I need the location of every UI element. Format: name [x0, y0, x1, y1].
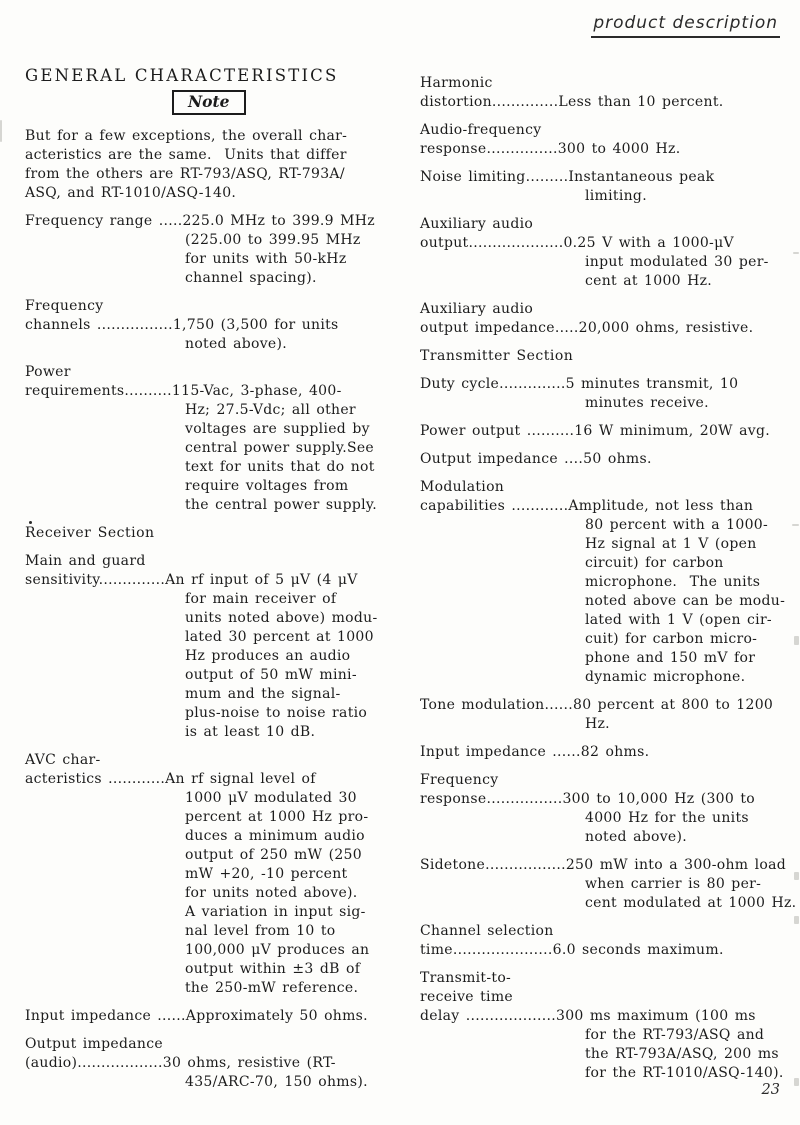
spec-entry: [420, 743, 798, 762]
spec-entry: [25, 1035, 393, 1092]
spec-entry: [420, 375, 798, 413]
note-box: [172, 90, 246, 115]
text-line: require voltages from: [185, 478, 349, 494]
scan-artifact: [29, 521, 32, 524]
text-line: Output impedance ....50 ohms.: [420, 451, 652, 467]
text-line: phone and 150 mV for: [585, 650, 756, 666]
spec-entry: [25, 363, 393, 515]
text-line: plus-noise to noise ratio: [185, 705, 368, 721]
text-line: noted above).: [585, 829, 688, 845]
text-line: output of 50 mW mini-: [185, 667, 357, 683]
text-line: capabilities ............Amplitude, not less than: [420, 498, 754, 514]
spec-entry: [420, 771, 798, 847]
text-line: for the RT-793/ASQ and: [585, 1027, 765, 1043]
text-line: Auxiliary audio: [420, 216, 534, 232]
text-line: sensitivity..............An rf input of 5 μV (4 μV: [25, 572, 358, 588]
text-line: requirements..........115-Vac, 3-phase, 400-: [25, 383, 342, 399]
spec-entry: [420, 215, 798, 291]
section-heading: [420, 347, 798, 366]
text-line: mW +20, -10 percent: [185, 866, 348, 882]
spec-entry: [25, 297, 393, 354]
text-line: delay ...................300 ms maximum (100 ms: [420, 1008, 756, 1024]
page-number: 23: [761, 1082, 780, 1098]
text-line: cuit) for carbon micro-: [585, 631, 758, 647]
text-line: units noted above) modu-: [185, 610, 378, 626]
spec-entry: [25, 1007, 393, 1026]
text-line: dynamic microphone.: [585, 669, 746, 685]
text-line: text for units that do not: [185, 459, 375, 475]
text-line: Tone modulation......80 percent at 800 to 1200: [420, 697, 774, 713]
text-line: for the RT-1010/ASQ-140).: [585, 1065, 784, 1081]
spec-entry: [420, 969, 798, 1083]
text-line: circuit) for carbon: [585, 555, 724, 571]
text-line: central power supply.See: [185, 440, 375, 456]
text-line: Receiver Section: [25, 525, 155, 541]
text-line: Power: [25, 364, 71, 380]
text-line: response................300 to 10,000 Hz (300 to: [420, 791, 755, 807]
text-line: Transmitter Section: [420, 348, 574, 364]
text-line: when carrier is 80 per-: [585, 876, 762, 892]
text-line: 100,000 μV produces an: [185, 942, 370, 958]
spec-entry: [25, 751, 393, 998]
text-line: Output impedance: [25, 1036, 163, 1052]
running-header: product description: [591, 13, 780, 38]
scan-artifact: [792, 524, 799, 526]
text-line: Sidetone.................250 mW into a 300-ohm load: [420, 857, 787, 873]
scan-artifact: [794, 1078, 799, 1086]
spec-entry: [25, 552, 393, 742]
text-line: Hz signal at 1 V (open: [585, 536, 757, 552]
text-line: input modulated 30 per-: [585, 254, 769, 270]
text-line: noted above).: [185, 336, 288, 352]
text-line: output impedance.....20,000 ohms, resistive.: [420, 320, 754, 336]
text-line: 1000 μV modulated 30: [185, 790, 357, 806]
text-line: output....................0.25 V with a 1000-μV: [420, 235, 734, 251]
text-line: 4000 Hz for the units: [585, 810, 749, 826]
text-line: Power output ..........16 W minimum, 20W avg.: [420, 423, 770, 439]
text-line: mum and the signal-: [185, 686, 341, 702]
text-line: Channel selection: [420, 923, 554, 939]
text-line: acteristics ............An rf signal level of: [25, 771, 316, 787]
spec-entry: [25, 212, 393, 288]
text-line: Main and guard: [25, 553, 146, 569]
text-line: minutes receive.: [585, 395, 709, 411]
text-line: from the others are RT-793/ASQ, RT-793A/: [25, 166, 345, 182]
text-line: Auxiliary audio: [420, 301, 534, 317]
text-line: for main receiver of: [185, 591, 337, 607]
spec-entry: [420, 422, 798, 441]
text-line: lated 30 percent at 1000: [185, 629, 374, 645]
page-title: GENERAL CHARACTERISTICS: [25, 66, 339, 85]
note-label: Note: [188, 92, 230, 111]
text-line: percent at 1000 Hz pro-: [185, 809, 369, 825]
text-line: limiting.: [585, 188, 647, 204]
text-line: acteristics are the same. Units that differ: [25, 147, 347, 163]
text-line: distortion..............Less than 10 percent.: [420, 94, 724, 110]
note-paragraph: [25, 127, 393, 203]
text-line: 435/ARC-70, 150 ohms).: [185, 1074, 368, 1090]
text-line: Hz; 27.5-Vdc; all other: [185, 402, 356, 418]
text-line: for units noted above).: [185, 885, 358, 901]
spec-entry: [420, 922, 798, 960]
text-line: cent at 1000 Hz.: [585, 273, 713, 289]
text-line: Frequency: [25, 298, 104, 314]
text-line: AVC char-: [25, 752, 101, 768]
text-line: Hz produces an audio: [185, 648, 351, 664]
scan-artifact: [793, 252, 799, 254]
text-line: Frequency range .....225.0 MHz to 399.9 MHz: [25, 213, 375, 229]
text-line: voltages are supplied by: [185, 421, 370, 437]
text-line: But for a few exceptions, the overall char-: [25, 128, 348, 144]
text-line: receive time: [420, 989, 513, 1005]
spec-entry: [420, 121, 798, 159]
text-line: is at least 10 dB.: [185, 724, 316, 740]
text-line: nal level from 10 to: [185, 923, 336, 939]
text-line: output of 250 mW (250: [185, 847, 362, 863]
text-line: channel spacing).: [185, 270, 317, 286]
text-line: for units with 50-kHz: [185, 251, 347, 267]
spec-entry: [420, 300, 798, 338]
text-line: 80 percent with a 1000-: [585, 517, 769, 533]
left-column: [25, 127, 393, 1092]
text-line: lated with 1 V (open cir-: [585, 612, 772, 628]
spec-entry: [420, 450, 798, 469]
text-line: (audio)..................30 ohms, resistive (RT-: [25, 1055, 336, 1071]
text-line: response...............300 to 4000 Hz.: [420, 141, 681, 157]
spec-entry: [420, 168, 798, 206]
text-line: duces a minimum audio: [185, 828, 365, 844]
scan-artifact: [794, 872, 799, 880]
text-line: Hz.: [585, 716, 610, 732]
text-line: Duty cycle..............5 minutes transmit, 10: [420, 376, 739, 392]
text-line: output within ±3 dB of: [185, 961, 361, 977]
spec-entry: [420, 856, 798, 913]
text-line: microphone. The units: [585, 574, 761, 590]
text-line: noted above can be modu-: [585, 593, 786, 609]
text-line: Frequency: [420, 772, 499, 788]
scan-artifact: [794, 916, 799, 924]
text-line: Input impedance ......82 ohms.: [420, 744, 650, 760]
spec-entry: [420, 74, 798, 112]
text-line: Modulation: [420, 479, 505, 495]
text-line: time.....................6.0 seconds maximum.: [420, 942, 724, 958]
spec-entry: [420, 696, 798, 734]
text-line: cent modulated at 1000 Hz.: [585, 895, 797, 911]
text-line: ASQ, and RT-1010/ASQ-140.: [25, 185, 237, 201]
spec-entry: [420, 478, 798, 687]
text-line: Noise limiting.........Instantaneous peak: [420, 169, 715, 185]
text-line: Audio-frequency: [420, 122, 542, 138]
text-line: the central power supply.: [185, 497, 378, 513]
text-line: (225.00 to 399.95 MHz: [185, 232, 361, 248]
text-line: the 250-mW reference.: [185, 980, 359, 996]
section-heading: [25, 524, 393, 543]
text-line: A variation in input sig-: [185, 904, 366, 920]
text-line: Harmonic: [420, 75, 493, 91]
scan-artifact: [0, 120, 2, 142]
right-column: [420, 74, 798, 1083]
scan-artifact: [794, 636, 799, 645]
text-line: Transmit-to-: [420, 970, 512, 986]
text-line: the RT-793A/ASQ, 200 ms: [585, 1046, 779, 1062]
text-line: Input impedance ......Approximately 50 ohms.: [25, 1008, 368, 1024]
text-line: channels ................1,750 (3,500 for units: [25, 317, 339, 333]
